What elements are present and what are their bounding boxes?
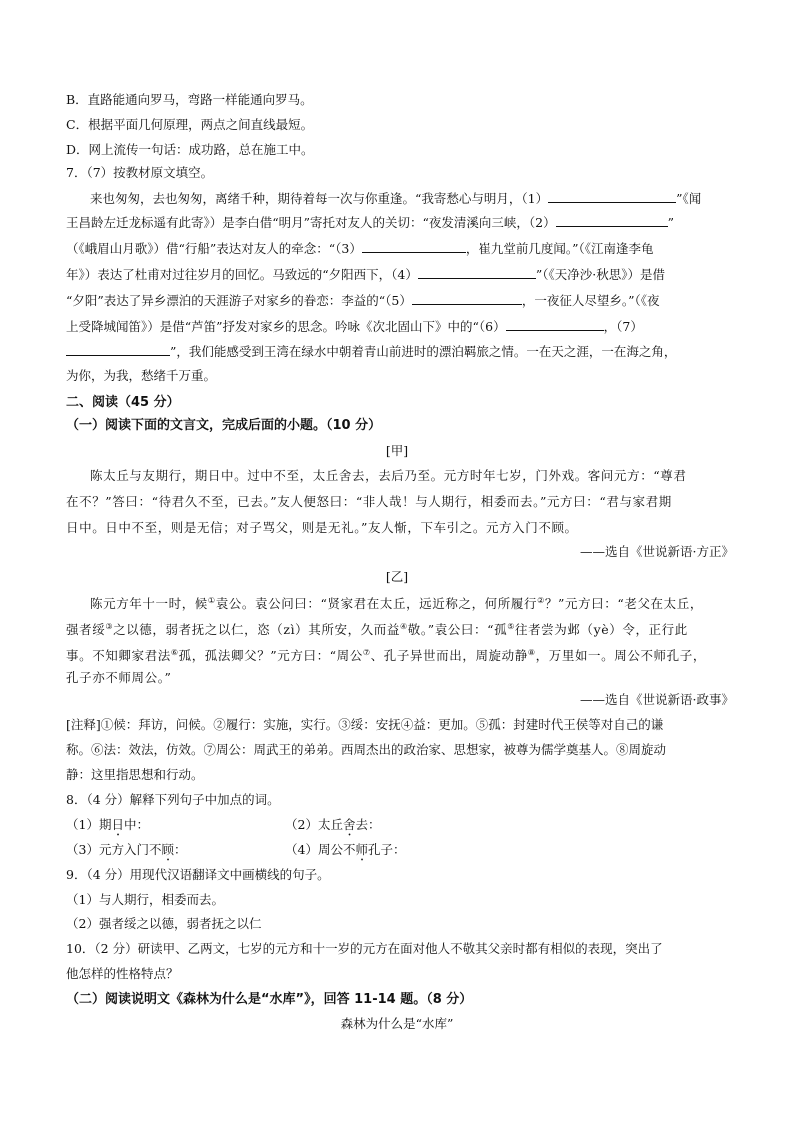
q8-item-1: [66, 816, 149, 839]
option-b: B．直路能通向罗马，弯路一样能通向罗马。: [66, 92, 313, 107]
q8-item-4: [285, 841, 405, 864]
q10-line-2: 他怎样的性格特点？: [66, 966, 179, 981]
q7-line-5: [66, 291, 660, 310]
dotted-word: 顾: [161, 842, 174, 857]
q7-line-8: 为你，为我，愁绪千万重。: [66, 368, 217, 383]
footnote-mark: ①: [207, 596, 216, 605]
dotted-word: 日: [111, 817, 124, 832]
q7-text: （《峨眉山月歌》）借“行船”表达对友人的牵念：“（3）: [66, 241, 362, 256]
q8-item-2: [285, 816, 380, 839]
q7-text: ”: [667, 215, 675, 230]
q7-text: ，一夜征人尽望乡。”（《夜: [521, 293, 660, 308]
q8-text: 去：: [355, 817, 381, 832]
q7-text: 王昌龄左迁龙标遥有此寄》）是李白借“明月”寄托对友人的关切：“夜发清溪向三峡，（2）: [66, 215, 556, 230]
footnote-mark: ⑧: [527, 648, 536, 657]
q7-text: ，（7）: [603, 319, 643, 334]
q8-title: 8．（4 分）解释下列句子中加点的词。: [66, 792, 280, 807]
text-b-line-3: [66, 644, 706, 665]
q8-text: （2）太丘: [285, 817, 343, 832]
text-b-source: ——选自《世说新语·政事》: [580, 692, 734, 707]
subsection-heading-1: （一）阅读下面的文言文，完成后面的小题。（10 分）: [66, 418, 382, 433]
footnote-mark: ⑤: [507, 622, 515, 631]
text-a-source: ——选自《世说新语·方正》: [580, 544, 734, 559]
q7-text: ，崔九堂前几度闻。”（《江南逢李龟: [465, 241, 654, 256]
fill-blank-5[interactable]: [412, 291, 522, 305]
notes-line-2: 称。⑥法：效法，仿效。⑦周公：周武王的弟弟。西周杰出的政治家、思想家，被尊为儒学奠基人。⑧周旋动: [66, 742, 667, 757]
notes-line-1: [注释]①候：拜访，问候。②履行：实施，实行。③绥：安抚④益：更加。⑤孤：封建时代王侯等对自己的谦: [66, 717, 664, 732]
dotted-word: 师: [355, 842, 368, 857]
q8-text: （1）期: [66, 817, 112, 832]
q9-item-1: （1）与人期行，相委而去。: [66, 892, 224, 907]
footnote-mark: ③: [105, 622, 114, 631]
footnote-mark: ⑦: [362, 648, 371, 657]
fill-blank-6[interactable]: [506, 317, 604, 331]
q7-title: 7．（7）按教材原文填空。: [66, 165, 214, 180]
text-b-text: ？”元方曰：“老父在太丘，: [544, 596, 703, 612]
text-b-text: 袁公。袁公问曰：“贤家君在太丘，远近称之，何所履行: [215, 596, 538, 612]
fill-blank-1[interactable]: [548, 189, 676, 203]
q7-text: 年》）表达了杜甫对过往岁月的回忆。马致远的“夕阳西下，（4）: [66, 267, 418, 282]
footnote-mark: ④: [399, 622, 408, 631]
q8-text: ：: [173, 842, 187, 857]
fill-blank-7[interactable]: [66, 342, 170, 356]
q8-text: 孔子：: [367, 842, 406, 857]
text-a-label: [甲]: [385, 443, 409, 458]
q7-line-7: [66, 342, 676, 361]
q8-text: （4）周公不: [285, 842, 356, 857]
q7-text: 来也匆匆，去也匆匆，离绪千种，期待着每一次与你重逢。“我寄愁心与明月，（1）: [90, 191, 549, 206]
text-a-line-2: 在不？”答曰：“待君久不至，已去。”友人便怒曰：“非人哉！与人期行，相委而去。”元方曰：“君与家君期: [66, 494, 672, 509]
fill-blank-4[interactable]: [418, 265, 536, 279]
footnote-mark: ②: [537, 596, 545, 605]
text-b-line-1: [90, 592, 703, 613]
text-b-line-4: 孔子亦不师周公。”: [66, 670, 172, 685]
q8-item-3: [66, 841, 187, 864]
text-b-text: 敬。”袁公曰：“孤: [407, 622, 508, 638]
q10-line-1: 10．（2 分）研读甲、乙两文，七岁的元方和十一岁的元方在面对他人不敬其父亲时都有相似的表现，突出了: [66, 941, 663, 956]
text-b-line-2: [66, 618, 688, 639]
q7-text: 上受降城闻笛》）是借“芦笛”抒发对家乡的思念。吟咏《次北固山下》中的“（6）: [66, 319, 506, 334]
fill-blank-2[interactable]: [556, 213, 668, 227]
text-a-line-1: 陈太丘与友期行，期日中。过中不至，太丘舍去，去后乃至。元方时年七岁，门外戏。客问元方：“尊君: [90, 468, 687, 483]
q9-title: 9．（4 分）用现代汉语翻译文中画横线的句子。: [66, 867, 330, 882]
option-d: D．网上流传一句话：成功路，总在施工中。: [66, 142, 314, 157]
q8-text: 中：: [123, 817, 149, 832]
q8-text: （3）元方入门不: [66, 842, 162, 857]
text-b-text: 事。不知卿家君法: [66, 648, 171, 664]
dotted-word: 舍: [342, 817, 356, 832]
text-a-line-3: 日中。日中不至，则是无信；对子骂父，则是无礼。”友人惭，下车引之。元方入门不顾。: [66, 520, 578, 535]
q7-line-1: [90, 189, 701, 208]
text-b-text: 往者尝为邺（yè）令，正行此: [514, 622, 688, 638]
text-b-text: 之以德，弱者抚之以仁，恣（zì）其所安，久而益: [113, 622, 400, 638]
footnote-mark: ⑥: [170, 648, 179, 657]
q7-text: “夕阳”表达了异乡漂泊的天涯游子对家乡的眷恋：李益的“（5）: [66, 293, 412, 308]
q7-line-2: [66, 213, 674, 232]
text-b-text: 强者绥: [66, 622, 106, 638]
q7-text: ”，我们能感受到王湾在绿水中朝着青山前进时的漂泊羁旅之情。一在天之涯，一在海之角，: [170, 344, 677, 359]
text-b-text: 孤，孤法卿父？”元方曰：“周公: [178, 648, 363, 664]
q7-text: ”（《天净沙·秋思》）是借: [535, 267, 665, 282]
q7-line-4: [66, 265, 665, 284]
q7-line-3: [66, 239, 654, 258]
notes-line-3: 静：这里指思想和行动。: [66, 767, 204, 782]
subsection-heading-2: （二）阅读说明文《森林为什么是“水库”》，回答 11-14 题。（8 分）: [66, 992, 473, 1007]
q9-item-2: （2）强者绥之以德，弱者抚之以仁: [66, 916, 262, 931]
text-b-text: 、孔子异世而出，周旋动静: [370, 648, 528, 664]
text-b-label: [乙]: [385, 569, 409, 584]
text-b-text: ，万里如一。周公不师孔子，: [535, 648, 706, 664]
fill-blank-3[interactable]: [362, 239, 466, 253]
option-c: C．根据平面几何原理，两点之间直线最短。: [66, 117, 314, 132]
text-b-text: 陈元方年十一时，候: [90, 596, 208, 612]
q7-line-6: [66, 317, 643, 336]
article-title: 森林为什么是“水库”: [340, 1016, 454, 1031]
q7-text: ”《闻: [676, 191, 702, 206]
section-heading: 二、阅读（45 分）: [66, 395, 180, 410]
